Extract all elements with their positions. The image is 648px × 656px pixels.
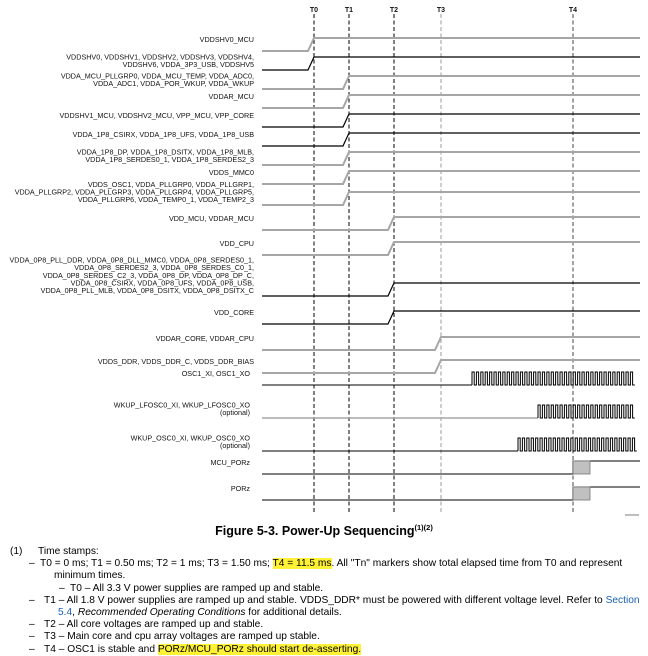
signal-label-line: VDDS_MMC0 xyxy=(208,168,254,177)
note-1-heading xyxy=(10,546,642,558)
ramp-trace xyxy=(262,242,640,255)
signal-labels xyxy=(10,35,255,493)
signal-label-line: VDD_CORE xyxy=(214,308,254,317)
signal-label xyxy=(66,52,254,69)
signal-label xyxy=(98,357,254,366)
ramp-trace xyxy=(262,38,640,51)
signal-waveform xyxy=(262,337,640,350)
signal-label-line: VDDA_0P8_SERDES2_3, VDDA_0P8_SERDES_C0_1, xyxy=(74,263,254,273)
signal-waveform xyxy=(262,217,640,230)
signal-waveform xyxy=(262,405,635,418)
t4-highlight: PORz/MCU_PORz should start de-asserting. xyxy=(157,643,362,655)
signal-label-line: VDDA_1P8_SERDES0_1, VDDA_1P8_SERDES2_3 xyxy=(85,155,254,164)
marker-label-t0: T0 xyxy=(309,7,319,14)
note-number: (1) xyxy=(10,546,23,557)
signal-waveform xyxy=(262,487,640,500)
signal-waveforms xyxy=(262,38,640,516)
signal-label-line: (optional) xyxy=(220,441,250,450)
signal-label-line: VDDA_0P8_PLL_MLB, VDDA_0P8_DSITX, VDDA_0P8_DSITX_C xyxy=(40,286,254,295)
timestamps-text-end: . All "Tn" markers show total elapsed time from T0 and represent minimum times. xyxy=(54,558,623,582)
bullet-dash: – xyxy=(59,582,65,594)
note-title: Time stamps: xyxy=(38,546,99,557)
signal-label xyxy=(59,111,254,120)
ramp-trace xyxy=(262,171,640,184)
signal-label xyxy=(200,35,254,44)
signal-label-line: VDDSHV0, VDDSHV1, VDDSHV2, VDDSHV3, VDDSHV4, xyxy=(66,52,254,62)
ramp-trace xyxy=(262,192,640,205)
clock-trace xyxy=(472,372,635,385)
signal-label-line: VDDA_1P8_CSIRX, VDDA_1P8_UFS, VDDA_1P8_USB xyxy=(72,130,254,139)
signal-label xyxy=(77,147,254,164)
signal-label-line: VDDA_ADC1, VDDA_POR_WKUP, VDDA_WKUP xyxy=(93,79,254,88)
signal-label xyxy=(131,433,251,450)
ramp-trace xyxy=(262,133,640,146)
signal-label xyxy=(156,334,254,343)
marker-label-t2: T2 xyxy=(389,7,399,14)
signal-label xyxy=(182,369,251,378)
ramp-trace xyxy=(262,152,640,165)
section-5-4-link[interactable]: Section 5.4 xyxy=(58,594,640,619)
signal-waveform xyxy=(262,438,637,451)
signal-label xyxy=(210,458,250,467)
signal-label-line: VDD_CPU xyxy=(219,239,254,248)
t1-text-end: for additional details. xyxy=(245,607,342,619)
signal-waveform xyxy=(262,461,640,474)
ramp-trace xyxy=(262,114,640,127)
signal-waveform xyxy=(262,133,640,146)
signal-waveform xyxy=(262,242,640,255)
ramp-trace xyxy=(262,76,640,89)
signal-label-line: VDDS_DDR, VDDS_DDR_C, VDDS_DDR_BIAS xyxy=(97,357,254,366)
signal-waveform xyxy=(262,76,640,89)
signal-label-line: VDDSHV0_MCU xyxy=(199,35,254,44)
signal-waveform xyxy=(262,171,640,184)
ramp-trace xyxy=(262,95,640,108)
signal-waveform xyxy=(262,114,640,127)
figure-caption xyxy=(0,523,648,538)
signal-label-line: VDDA_1P8_DP, VDDA_1P8_DSITX, VDDA_1P8_MLB, xyxy=(76,147,254,157)
timestamps-highlight: T4 = 11.5 ms xyxy=(272,558,332,570)
t3-text: T3 – Main core and cpu array voltages are ramped up stable. xyxy=(44,631,320,643)
note-timestamps: – T0 = 0 ms; T1 = 0.50 ms; T2 = 1 ms; T3 = 1.50 ms; T4 = 11.5 ms. All "Tn" markers show total elapsed time from T0 and represent minimum times. xyxy=(29,558,623,582)
signal-label xyxy=(73,130,255,139)
deassert-window xyxy=(573,461,590,474)
t4-text: T4 – OSC1 is stable and xyxy=(44,643,158,655)
signal-label-line: WKUP_LFOSC0_XI, WKUP_LFOSC0_XO xyxy=(113,400,250,410)
signal-label-line: MCU_PORz xyxy=(210,458,250,467)
figure-id-stamp xyxy=(625,514,639,516)
signal-label xyxy=(15,180,254,204)
signal-label-line: VDDSHV1_MCU, VDDSHV2_MCU, VPP_MCU, VPP_CORE xyxy=(59,111,254,120)
ramp-trace xyxy=(262,337,640,350)
signal-label-line: WKUP_OSC0_XI, WKUP_OSC0_XO xyxy=(130,433,250,443)
note-t0 xyxy=(10,583,642,595)
t0-text: T0 – All 3.3 V power supplies are ramped up and stable. xyxy=(70,582,324,594)
signal-label-line: VDDAR_MCU xyxy=(208,92,254,101)
signal-label xyxy=(169,214,254,223)
note-t3: – T3 – Main core and cpu array voltages are ramped up stable. xyxy=(29,631,320,643)
signal-label xyxy=(114,400,251,417)
signal-label-line: VDDSHV6, VDDA_3P3_USB, VDDSHV5 xyxy=(122,60,254,69)
signal-waveform xyxy=(262,95,640,108)
note-t2: – T2 – All core voltages are ramped up and stable. xyxy=(29,619,264,631)
clock-trace xyxy=(538,405,635,418)
ramp-trace xyxy=(262,283,640,296)
ramp-trace xyxy=(262,217,640,230)
signal-label-line: VDDA_PLLGRP6, VDDA_TEMP0_1, VDDA_TEMP2_3 xyxy=(77,195,254,204)
signal-waveform xyxy=(262,57,640,70)
figure-caption-superscript: (1)(2) xyxy=(414,523,433,532)
clock-trace xyxy=(518,438,637,451)
signal-label-line: VDDA_0P8_SERDES_C2_3, VDDA_0P8_DP, VDDA_0P8_DP_C, xyxy=(42,270,254,280)
signal-label-line: VDDS_OSC1, VDDA_PLLGRP0, VDDA_PLLGRP1, xyxy=(87,179,254,189)
signal-label xyxy=(209,168,254,177)
marker-label-t3: T3 xyxy=(436,7,446,14)
deassert-window xyxy=(573,487,590,500)
ramp-trace xyxy=(262,57,640,70)
signal-waveform xyxy=(262,283,640,296)
signal-waveform xyxy=(262,192,640,205)
timestamps-text: T0 = 0 ms; T1 = 0.50 ms; T2 = 1 ms; T3 = 1.50 ms; xyxy=(40,558,273,570)
marker-label-t4: T4 xyxy=(568,7,578,14)
signal-label xyxy=(10,256,255,295)
signal-label-line: PORz xyxy=(230,484,250,493)
signal-label xyxy=(61,71,254,88)
signal-label-line: VDDA_MCU_PLLGRP0, VDDA_MCU_TEMP, VDDA_ADC0, xyxy=(60,71,254,81)
footnotes xyxy=(10,546,642,656)
signal-label-line: VDDA_PLLGRP2, VDDA_PLLGRP3, VDDA_PLLGRP4, VDDA_PLLGRP5, xyxy=(14,187,254,197)
signal-label-line: (optional) xyxy=(220,408,250,417)
signal-label-line: VDDA_0P8_CSIRX, VDDA_0P8_UFS, VDDA_0P8_USB, xyxy=(70,278,254,288)
signal-waveform xyxy=(262,311,640,324)
t1-text: T1 – All 1.8 V power supplies are ramped up and stable. VDDS_DDR* must be powered with different voltage level. Refer to xyxy=(44,594,603,606)
signal-waveform xyxy=(262,38,640,51)
signal-label-line: OSC1_XI, OSC1_XO xyxy=(181,369,250,378)
note-t1: – T1 – All 1.8 V power supplies are ramped up and stable. VDDS_DDR* must be powered with different voltage level. Refer to Section 5.4, Recommended Operating Conditions for additional details. xyxy=(29,594,640,619)
note-t4: – T4 – OSC1 is stable and PORz/MCU_PORz should start de-asserting. xyxy=(29,643,362,655)
signal-waveform xyxy=(262,152,640,165)
t2-text: T2 – All core voltages are ramped up and stable. xyxy=(44,619,264,631)
figure-caption-title: Figure 5-3. Power-Up Sequencing xyxy=(215,524,415,539)
signal-waveform xyxy=(262,360,640,373)
marker-label-t1: T1 xyxy=(344,7,354,14)
signal-label-line: VDDAR_CORE, VDDAR_CPU xyxy=(155,334,254,343)
time-markers xyxy=(310,7,577,512)
ramp-trace xyxy=(262,360,640,373)
t1-italic-title: Recommended Operating Conditions xyxy=(77,607,246,619)
signal-label xyxy=(214,308,254,317)
t1-separator: , xyxy=(72,607,78,619)
signal-label-line: VDDA_0P8_PLL_DDR, VDDA_0P8_DLL_MMC0, VDDA_0P8_SERDES0_1, xyxy=(9,255,254,265)
signal-label xyxy=(231,484,251,493)
signal-label xyxy=(208,92,254,101)
ramp-trace xyxy=(262,311,640,324)
signal-label-line: VDD_MCU, VDDAR_MCU xyxy=(168,214,254,223)
signal-label xyxy=(220,239,254,248)
